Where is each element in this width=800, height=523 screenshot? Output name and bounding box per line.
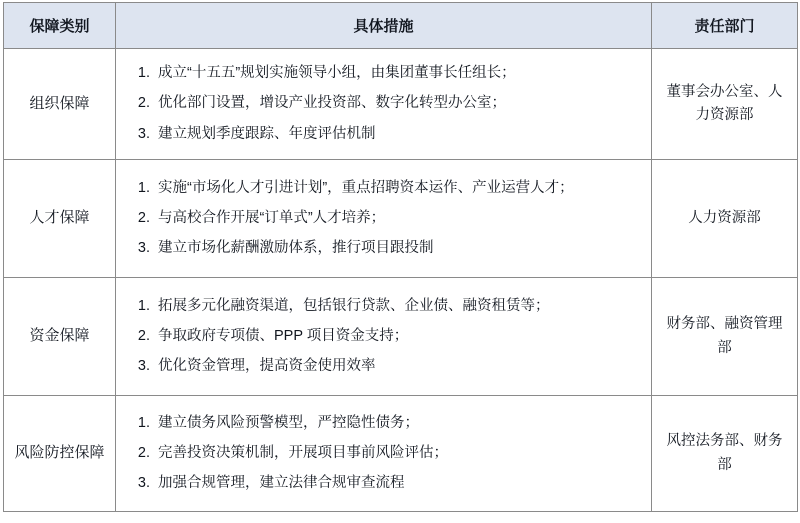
measure-item: 3. 优化资金管理，提高资金使用效率 xyxy=(154,354,641,379)
cell-category: 人才保障 xyxy=(4,160,116,278)
header-measures: 具体措施 xyxy=(116,3,652,49)
cell-category: 资金保障 xyxy=(4,278,116,396)
table-body xyxy=(4,49,798,512)
header-department: 责任部门 xyxy=(652,3,798,49)
cell-department: 风控法务部、财务部 xyxy=(652,396,798,512)
measure-item: 2. 完善投资决策机制，开展项目事前风险评估； xyxy=(154,441,641,466)
guarantee-measures-table xyxy=(3,2,798,512)
measure-item: 1. 建立债务风险预警模型，严控隐性债务； xyxy=(154,411,641,436)
cell-department: 人力资源部 xyxy=(652,160,798,278)
header-category: 保障类别 xyxy=(4,3,116,49)
cell-category: 组织保障 xyxy=(4,49,116,160)
table-header-row xyxy=(4,3,798,49)
measure-item: 2. 争取政府专项债、PPP 项目资金支持； xyxy=(154,324,641,349)
cell-category: 风险防控保障 xyxy=(4,396,116,512)
measures-list xyxy=(130,411,641,497)
measure-item: 1. 成立“十五五”规划实施领导小组，由集团董事长任组长； xyxy=(154,61,641,86)
cell-department: 董事会办公室、人力资源部 xyxy=(652,49,798,160)
table-row xyxy=(4,278,798,396)
measures-list xyxy=(130,61,641,147)
measures-list xyxy=(130,294,641,380)
cell-measures xyxy=(116,278,652,396)
cell-department: 财务部、融资管理部 xyxy=(652,278,798,396)
table-row xyxy=(4,160,798,278)
measure-item: 3. 加强合规管理，建立法律合规审查流程 xyxy=(154,471,641,496)
cell-measures xyxy=(116,396,652,512)
table-header xyxy=(4,3,798,49)
cell-measures xyxy=(116,160,652,278)
measure-item: 1. 实施“市场化人才引进计划”，重点招聘资本运作、产业运营人才； xyxy=(154,176,641,201)
measure-item: 3. 建立市场化薪酬激励体系，推行项目跟投制 xyxy=(154,236,641,261)
measures-list xyxy=(130,176,641,262)
measure-item: 1. 拓展多元化融资渠道，包括银行贷款、企业债、融资租赁等； xyxy=(154,294,641,319)
measure-item: 3. 建立规划季度跟踪、年度评估机制 xyxy=(154,122,641,147)
measure-item: 2. 与高校合作开展“订单式”人才培养； xyxy=(154,206,641,231)
cell-measures xyxy=(116,49,652,160)
table-row xyxy=(4,396,798,512)
measure-item: 2. 优化部门设置，增设产业投资部、数字化转型办公室； xyxy=(154,91,641,116)
table-row xyxy=(4,49,798,160)
